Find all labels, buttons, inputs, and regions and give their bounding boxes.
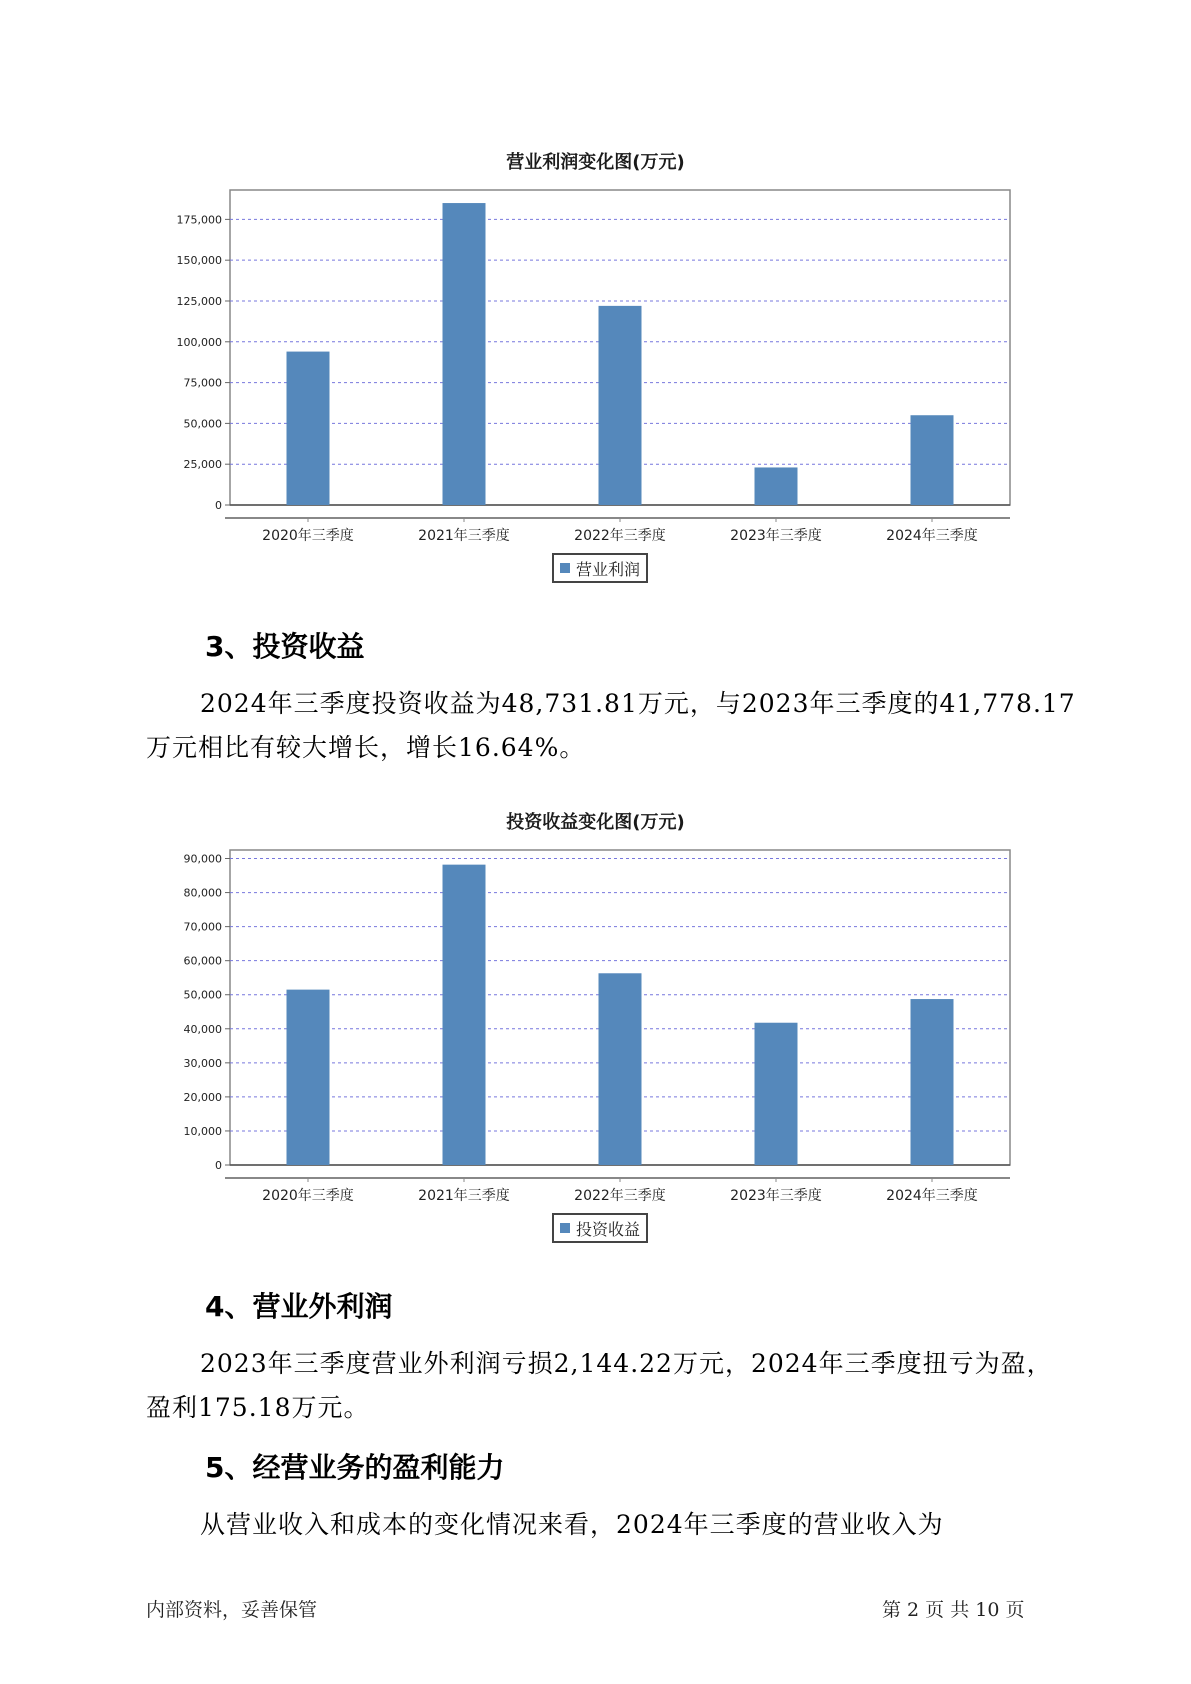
chart2-ytick-label: 30,000 <box>183 1056 222 1070</box>
chart2-bar <box>287 990 330 1165</box>
chart2-ytick-label: 50,000 <box>183 988 222 1002</box>
chart1-xtick-label: 2020年三季度 <box>262 528 354 544</box>
section-5-paragraph: 从营业收入和成本的变化情况来看，2024年三季度的营业收入为 <box>200 1510 944 1539</box>
chart2-legend-label: 投资收益 <box>576 1219 641 1239</box>
chart1-ytick-label: 125,000 <box>176 294 222 308</box>
chart1-ytick-label: 175,000 <box>176 213 222 227</box>
section-3-heading: 3、投资收益 <box>205 630 365 663</box>
chart1-legend-label: 营业利润 <box>576 559 641 579</box>
chart1-legend <box>552 553 648 583</box>
chart2-legend <box>552 1213 648 1243</box>
footer-left: 内部资料，妥善保管 <box>146 1599 318 1621</box>
chart1-xtick-label: 2023年三季度 <box>730 528 822 544</box>
section-3-paragraph: 2024年三季度投资收益为48,731.81万元，与2023年三季度的41,778.17万元相比有较大增长，增长16.64%。 <box>146 689 1076 762</box>
chart2-ytick-label: 90,000 <box>183 852 222 866</box>
legend-swatch-icon <box>560 1223 570 1233</box>
chart1-xtick-label: 2022年三季度 <box>574 528 666 544</box>
chart2-xtick-label: 2022年三季度 <box>574 1188 666 1204</box>
chart1-xtick-label: 2024年三季度 <box>886 528 978 544</box>
chart1-ytick-label: 25,000 <box>183 458 222 472</box>
chart2-ytick-label: 80,000 <box>183 886 222 900</box>
chart2-title: 投资收益变化图(万元) <box>506 812 685 833</box>
chart1-bar <box>755 467 798 505</box>
chart2-ytick-label: 60,000 <box>183 954 222 968</box>
chart1-bar <box>911 415 954 505</box>
chart1-bar <box>443 203 486 505</box>
chart1-ytick-label: 0 <box>215 499 222 512</box>
investment-income-chart <box>150 845 1020 1210</box>
chart2-bar <box>443 865 486 1165</box>
chart2-ytick-label: 40,000 <box>183 1022 222 1036</box>
footer-page-number: 第 2 页 共 10 页 <box>882 1599 1025 1621</box>
chart2-xtick-label: 2021年三季度 <box>418 1188 510 1204</box>
chart2-ytick-label: 10,000 <box>183 1124 222 1138</box>
chart1-bar <box>599 306 642 505</box>
chart2-ytick-label: 20,000 <box>183 1090 222 1104</box>
chart1-ytick-label: 100,000 <box>176 335 222 349</box>
chart1-xtick-label: 2021年三季度 <box>418 528 510 544</box>
section-4-paragraph: 2023年三季度营业外利润亏损2,144.22万元，2024年三季度扭亏为盈，盈利175.18万元。 <box>146 1349 1053 1422</box>
chart2-xtick-label: 2023年三季度 <box>730 1188 822 1204</box>
operating-profit-chart <box>150 185 1020 550</box>
chart2-bar <box>599 973 642 1165</box>
chart1-ytick-label: 50,000 <box>183 417 222 431</box>
chart2-ytick-label: 0 <box>215 1159 222 1172</box>
chart2-bar <box>911 999 954 1165</box>
chart1-ytick-label: 75,000 <box>183 376 222 390</box>
chart2-bar <box>755 1023 798 1165</box>
chart2-xtick-label: 2024年三季度 <box>886 1188 978 1204</box>
section-4-heading: 4、营业外利润 <box>205 1290 393 1323</box>
chart1-ytick-label: 150,000 <box>176 254 222 268</box>
section-5-heading: 5、经营业务的盈利能力 <box>205 1451 505 1484</box>
legend-swatch-icon <box>560 563 570 573</box>
chart2-ytick-label: 70,000 <box>183 920 222 934</box>
chart2-xtick-label: 2020年三季度 <box>262 1188 354 1204</box>
chart1-bar <box>287 352 330 505</box>
chart1-title: 营业利润变化图(万元) <box>506 152 685 173</box>
